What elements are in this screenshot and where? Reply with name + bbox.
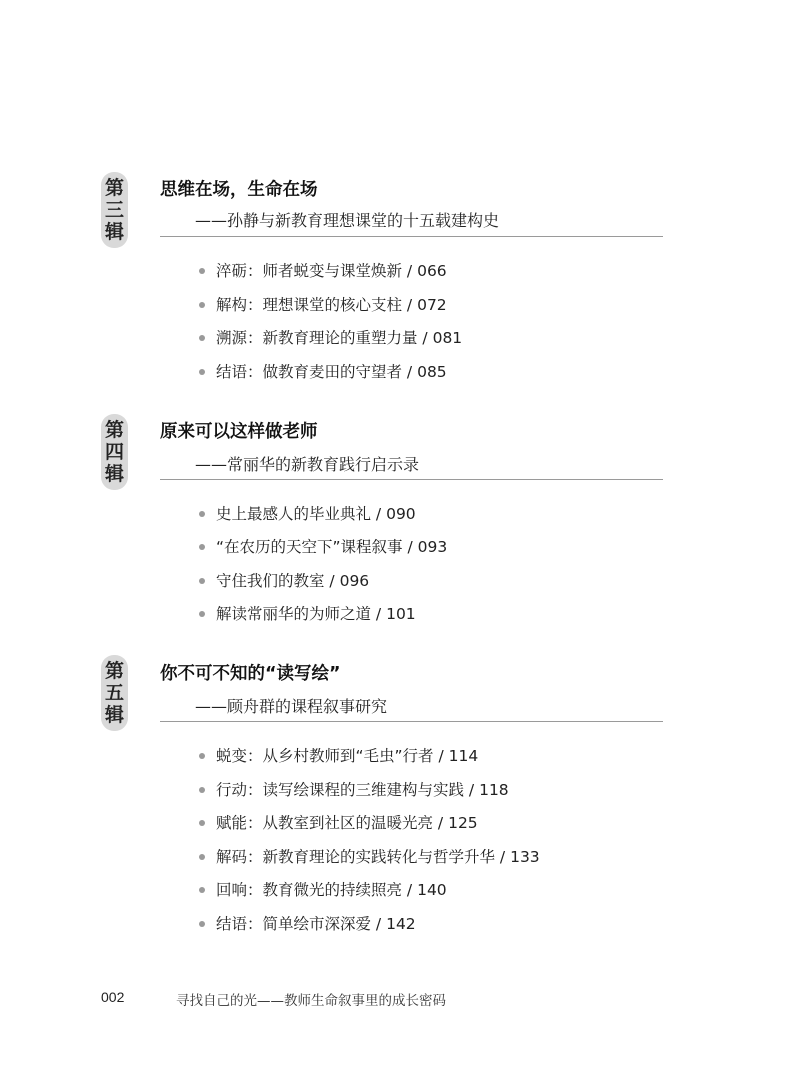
badge-char: 三 (104, 199, 124, 221)
bullet-icon (199, 544, 205, 550)
bullet-icon (199, 578, 205, 584)
running-book-title: 寻找自己的光——教师生命叙事里的成长密码 (176, 993, 446, 1009)
bullet-icon (199, 921, 205, 927)
bullet-icon (199, 820, 205, 826)
toc-item-label: 结语：做教育麦田的守望者 / 085 (216, 363, 447, 381)
bullet-icon (199, 369, 205, 375)
badge-char: 辑 (104, 463, 124, 485)
section-subtitle: ——孙静与新教育理想课堂的十五载建构史 (195, 211, 500, 230)
bullet-icon (199, 611, 205, 617)
toc-item-label: “在农历的天空下”课程叙事 / 093 (216, 538, 448, 556)
badge-char: 四 (104, 441, 124, 463)
toc-item-label: 守住我们的教室 / 096 (216, 572, 370, 590)
toc-item-label: 解构：理想课堂的核心支柱 / 072 (216, 296, 447, 314)
section-badge (101, 172, 128, 248)
toc-item-label: 赋能：从教室到社区的温暖光亮 / 125 (216, 814, 478, 832)
bullet-icon (199, 268, 205, 274)
toc-item-label: 溯源：新教育理论的重塑力量 / 081 (216, 329, 463, 347)
toc-item-label: 回响：教育微光的持续照亮 / 140 (216, 881, 447, 899)
section-title: 原来可以这样做老师 (160, 422, 318, 442)
badge-char: 第 (104, 419, 124, 441)
section-badge (101, 414, 128, 490)
toc-item-label: 结语：简单绘市深深爱 / 142 (216, 915, 416, 933)
section-subtitle: ——顾舟群的课程叙事研究 (195, 697, 388, 716)
badge-char: 第 (104, 660, 124, 682)
section-divider (160, 721, 663, 722)
section-subtitle: ——常丽华的新教育践行启示录 (195, 455, 420, 474)
toc-item-label: 行动：读写绘课程的三维建构与实践 / 118 (216, 781, 509, 799)
bullet-icon (199, 335, 205, 341)
bullet-icon (199, 787, 205, 793)
toc-item-label: 蜕变：从乡村教师到“毛虫”行者 / 114 (216, 747, 479, 765)
bullet-icon (199, 753, 205, 759)
page-number: 002 (101, 989, 125, 1005)
section-divider (160, 479, 663, 480)
page-footer (0, 989, 790, 1009)
section-title: 你不可不知的“读写绘” (160, 664, 341, 684)
bullet-icon (199, 887, 205, 893)
section-divider (160, 236, 663, 237)
bullet-icon (199, 302, 205, 308)
toc-item-label: 解读常丽华的为师之道 / 101 (216, 605, 416, 623)
badge-char: 第 (104, 177, 124, 199)
section-badge (101, 655, 128, 731)
badge-char: 五 (104, 682, 124, 704)
toc-item-label: 史上最感人的毕业典礼 / 090 (216, 505, 416, 523)
badge-char: 辑 (104, 704, 124, 726)
bullet-icon (199, 511, 205, 517)
section-title: 思维在场，生命在场 (160, 180, 318, 200)
toc-item-label: 解码：新教育理论的实践转化与哲学升华 / 133 (216, 848, 540, 866)
toc-item-label: 淬砺：师者蜕变与课堂焕新 / 066 (216, 262, 447, 280)
badge-char: 辑 (104, 221, 124, 243)
bullet-icon (199, 854, 205, 860)
